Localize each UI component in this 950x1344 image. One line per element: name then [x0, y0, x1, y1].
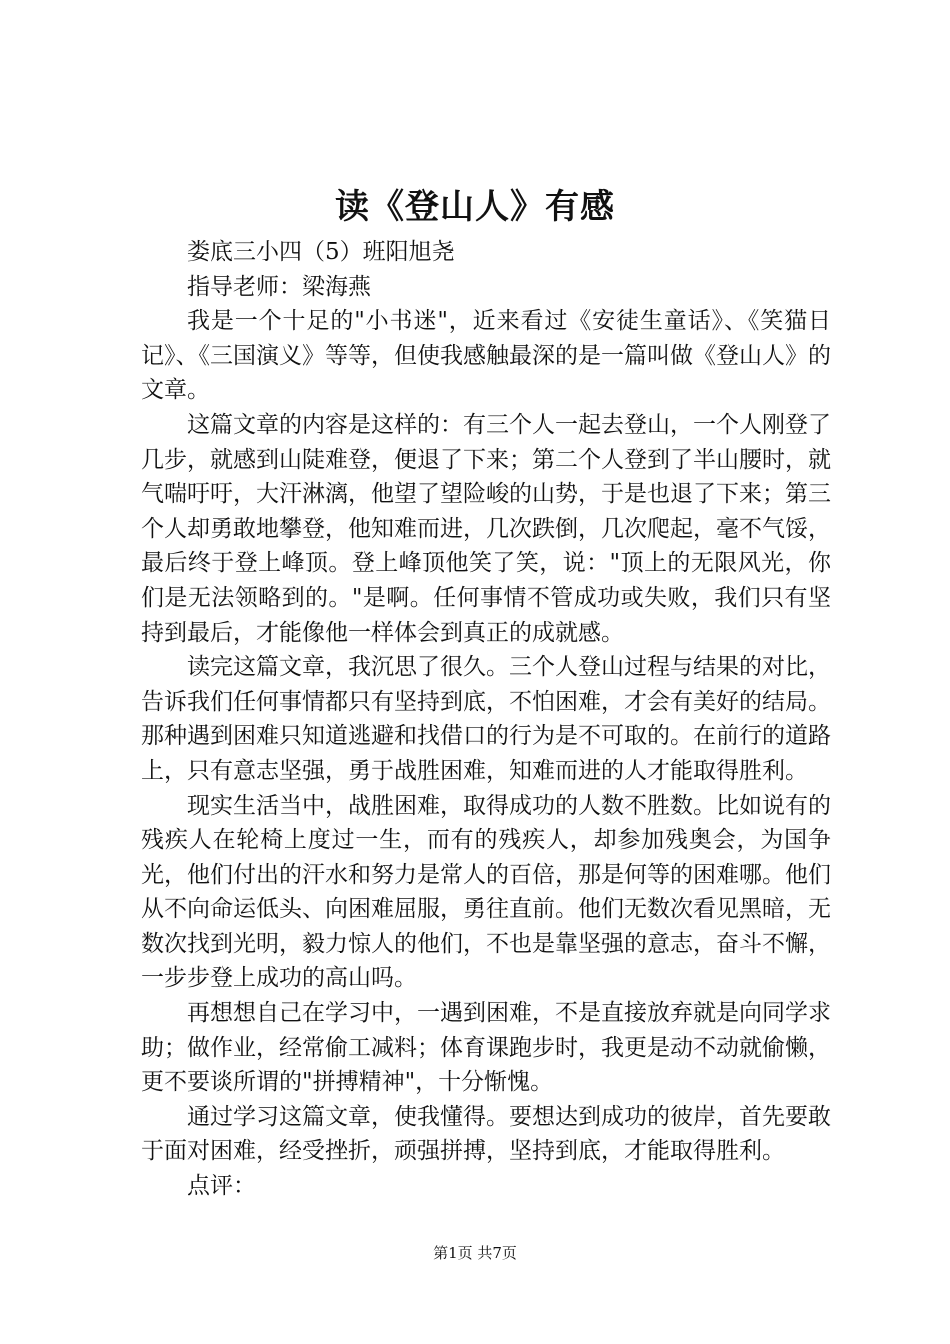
page-footer: 第1页 共7页 — [433, 1244, 517, 1262]
document-body — [141, 235, 831, 1204]
teacher-line: 指导老师：梁海燕 — [187, 273, 371, 300]
paragraph-5: 再想想自己在学习中，一遇到困难，不是直接放弃就是向同学求助；做作业，经常偷工减料；体育课跑步时，我更是动不动就偷懒，更不要谈所谓的"拼搏精神"，十分惭愧。 — [141, 1000, 831, 1096]
paragraph-1: 我是一个十足的"小书迷"，近来看过《安徒生童话》、《笑猫日记》、《三国演义》等等，但使我感触最深的是一篇叫做《登山人》的文章。 — [141, 308, 831, 404]
author-line: 娄底三小四（5）班阳旭尧 — [187, 239, 455, 265]
comment-label: 点评： — [187, 1173, 256, 1200]
page-title: 读《登山人》有感 — [335, 187, 615, 227]
paragraph-4: 现实生活当中，战胜困难，取得成功的人数不胜数。比如说有的残疾人在轮椅上度过一生，而有的残疾人，却参加残奥会，为国争光，他们付出的汗水和努力是常人的百倍，那是何等的困难哪。他们从不向命运低头、向困难屈服，勇往直前。他们无数次看见黑暗，无数次找到光明，毅力惊人的他们，不也是靠坚强的意志，奋斗不懈，一步步登上成功的高山吗。 — [141, 792, 831, 992]
paragraph-6: 通过学习这篇文章，使我懂得。要想达到成功的彼岸，首先要敢于面对困难，经受挫折，顽强拼搏，坚持到底，才能取得胜利。 — [141, 1103, 831, 1165]
paragraph-3: 读完这篇文章，我沉思了很久。三个人登山过程与结果的对比，告诉我们任何事情都只有坚持到底，不怕困难，才会有美好的结局。那种遇到困难只知道逃避和找借口的行为是不可取的。在前行的道路上，只有意志坚强，勇于战胜困难，知难而进的人才能取得胜利。 — [141, 654, 831, 784]
paragraph-2: 这篇文章的内容是这样的：有三个人一起去登山，一个人刚登了几步，就感到山陡难登，便退了下来；第二个人登到了半山腰时，就气喘吁吁，大汗淋漓，他望了望险峻的山势，于是也退了下来；第三个人却勇敢地攀登，他知难而进，几次跌倒，几次爬起，毫不气馁，最后终于登上峰顶。登上峰顶他笑了笑，说："顶上的无限风光，你们是无法领略到的。"是啊。任何事情不管成功或失败，我们只有坚持到最后，才能像他一样体会到真正的成就感。 — [141, 411, 831, 646]
